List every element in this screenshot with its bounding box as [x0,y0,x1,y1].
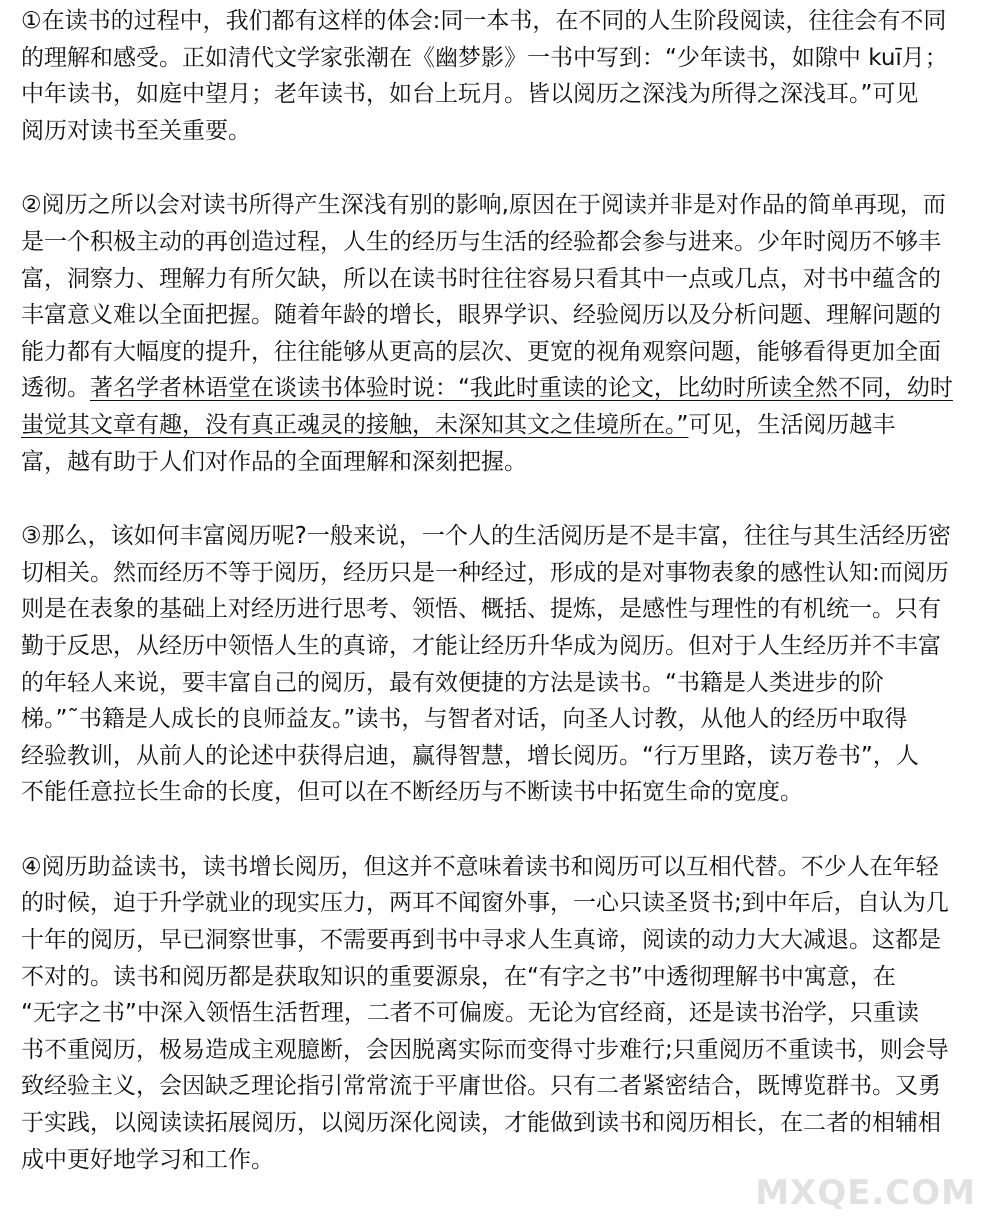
text-line: 阅历对读书至关重要。 [21,117,251,144]
text-line [21,370,992,407]
text-line: ①在读书的过程中，我们都有这样的体会:同一本书，在不同的人生阶段阅读，往往会有不同 [21,8,947,34]
text-line: 梯。”˜书籍是人成长的良师益友。”读书，与智者对话，向圣人讨教，从他人的经历中取得 [21,706,908,733]
text-line: 的理解和感受。正如清代文学家张潮在《幽梦影》一书中写到：“少年读书，如隙中 kuī月； [21,44,948,71]
text-line: 勤于反思，从经历中领悟人生的真谛，才能让经历升华成为阅历。但对于人生经历并不丰富 [21,632,941,659]
text-line: 于实践，以阅读读拓展阅历，以阅历深化阅读，才能做到读书和阅历相长，在二者的相辅相 [21,1110,941,1137]
text-line: 中年读书，如庭中望月；老年读书，如台上玩月。皆以阅历之深浅为所得之深浅耳。”可见 [21,81,919,108]
underlined-quote: 蚩觉其文章有趣，没有真正魂灵的接触，未深知其文之佳境所在。” [21,411,689,438]
text-line: 切相关。然而经历不等于阅历，经历只是一种经过，形成的是对事物表象的感性认知:而阅历 [21,559,949,586]
text-line: “无字之书”中深入领悟生活哲理，二者不可偏废。无论为官经商，还是读书治学，只重读 [21,1000,919,1027]
paragraph-gap [21,149,992,187]
text-segment: 可见，生活阅历越丰 [688,411,896,438]
text-line: 则是在表象的基础上对经历进行思考、领悟、概括、提炼，是感性与理性的有机统一。只有 [21,596,941,623]
paragraph-3 [21,518,992,811]
paragraph-2 [21,187,992,480]
text-line: 不能任意拉长生命的长度，但可以在不断经历与不断读书中拓宽生命的宽度。 [21,779,803,806]
paragraph-gap [21,480,992,518]
text-line: 富，洞察力、理解力有所欠缺，所以在读书时往往容易只看其中一点或几点，对书中蕴含的 [21,265,941,292]
text-line: ③那么，该如何丰富阅历呢?一般来说，一个人的生活阅历是不是丰富，往往与其生活经历密 [21,523,951,550]
paragraph-gap [21,811,992,849]
text-line: 能力都有大幅度的提升，往往能够从更高的层次、更宽的视角观察问题，能够看得更加全面 [21,338,941,365]
text-line: 的年轻人来说，要丰富自己的阅历，最有效便捷的方法是读书。“书籍是人类进步的阶 [21,669,884,696]
paragraph-4 [21,849,992,1178]
text-line: 是一个积极主动的再创造过程，人生的经历与生活的经验都会参与进来。少年时阅历不够丰 [21,228,941,255]
text-line: 致经验主义，会因缺乏理论指引常常流于平庸世俗。只有二者紧密结合，既博览群书。又勇 [21,1073,941,1100]
watermark-logo: MXQE.COM [755,1173,976,1213]
underlined-quote: 著名学者林语堂在谈读书体验时说：“我此时重读的论文，比幼时所读全然不同，幼时 [90,375,953,402]
text-line: 成中更好地学习和工作。 [21,1146,274,1173]
text-line [21,407,992,444]
paragraph-1 [21,0,992,149]
text-line: 经验教训，从前人的论述中获得启迪，赢得智慧，增长阅历。“行万里路，读万卷书”，人 [21,742,919,769]
text-segment: 透彻。 [21,375,90,402]
text-line: 不对的。读书和阅历都是获取知识的重要源泉，在“有字之书”中透彻理解书中寓意，在 [21,963,896,990]
text-line: 书不重阅历，极易造成主观臆断，会因脱离实际而变得寸步难行;只重阅历不重读书，则会导 [21,1036,949,1063]
text-line: 富，越有助于人们对作品的全面理解和深刻把握。 [21,448,527,475]
text-line: ②阅历之所以会对读书所得产生深浅有别的影响,原因在于阅读并非是对作品的简单再现，而 [21,192,946,219]
text-line: 的时候，迫于升学就业的现实压力，两耳不闻窗外事，一心只读圣贤书;到中年后，自认为几 [21,890,949,917]
text-line: 十年的阅历，早已洞察世事，不需要再到书中寻求人生真谛，阅读的动力大大减退。这都是 [21,927,941,954]
text-line: ④阅历助益读书，读书增长阅历，但这并不意味着读书和阅历可以互相代替。不少人在年轻 [21,853,939,880]
text-line: 丰富意义难以全面把握。随着年龄的增长，眼界学识、经验阅历以及分析问题、理解问题的 [21,302,941,329]
